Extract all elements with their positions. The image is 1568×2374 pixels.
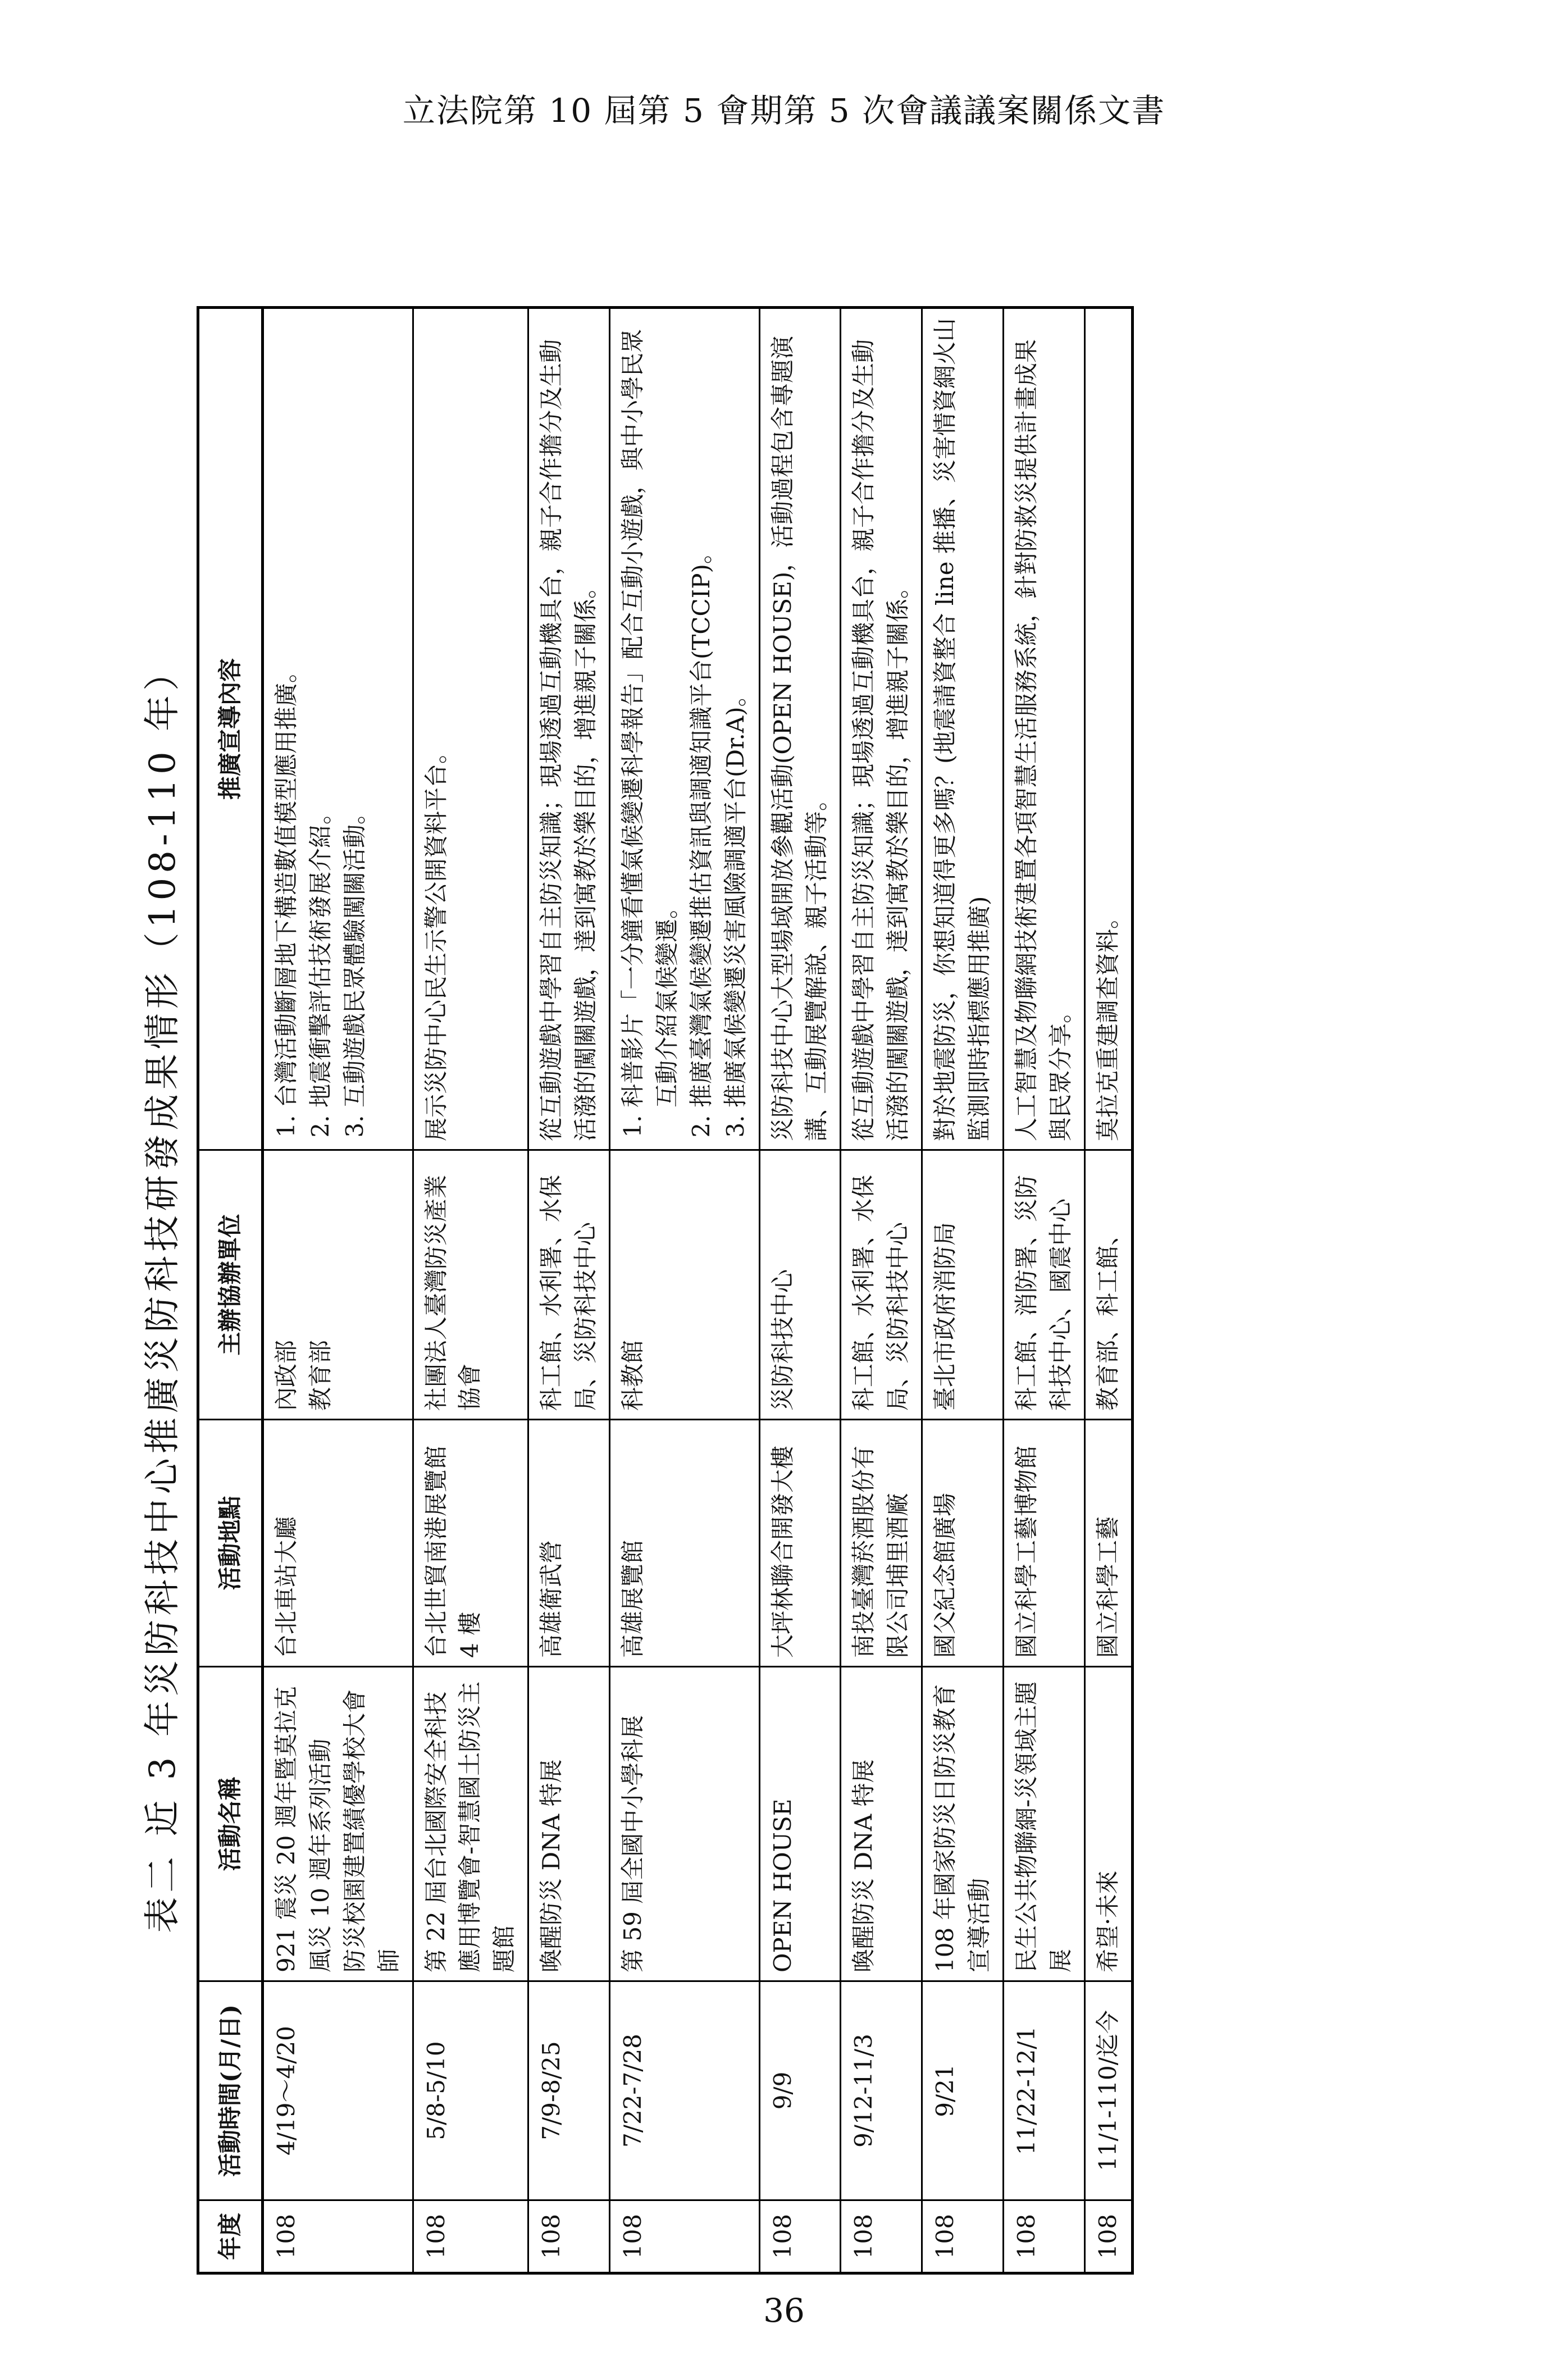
col-header-content: 推廣宣導內容 — [198, 308, 263, 1150]
cell-org — [1003, 1150, 1084, 1420]
cell-date — [1003, 1981, 1084, 2200]
cell-date — [922, 1981, 1004, 2200]
cell-name-text: OPEN HOUSE — [768, 1798, 796, 1972]
cell-name-text: 喚醒防災 DNA 特展 — [850, 1759, 878, 1972]
content-item: 3. 推廣氣候變遷災害風險調適平台(Dr.A)。 — [719, 317, 753, 1108]
content-list — [616, 317, 753, 1141]
col-header-name: 活動名稱 — [198, 1667, 263, 1981]
cell-date-text: 11/1-110/迄今 — [1093, 2010, 1122, 2171]
cell-content — [1084, 308, 1132, 1150]
cell-name-text: 921 震災 20 週年暨莫拉克風災 10 週年系列活動 防災校園建置績優學校大會師 — [272, 1686, 403, 1972]
cell-place-text: 南投臺灣菸酒股份有限公司埔里酒廠 — [850, 1445, 912, 1658]
cell-year — [413, 2200, 528, 2273]
cell-date — [610, 1981, 760, 2200]
cell-year-text: 108 — [850, 2213, 878, 2259]
cell-place-text: 台北世貿南港展覽館 4 樓 — [422, 1445, 484, 1658]
cell-place-text: 高雄展覽館 — [619, 1539, 647, 1658]
cell-name — [263, 1667, 413, 1981]
cell-date-text: 4/19～4/20 — [272, 2026, 300, 2156]
content-item: 人工智慧及物聯網技術建置各項智慧生活服務系統，針對防救災提供計畫成果與民眾分享。 — [1012, 339, 1074, 1141]
cell-year-text: 108 — [422, 2213, 450, 2259]
cell-org — [528, 1150, 610, 1420]
cell-place-text: 高雄衛武營 — [537, 1539, 566, 1658]
cell-date — [263, 1981, 413, 2200]
cell-year-text: 108 — [931, 2213, 959, 2259]
cell-content — [1003, 308, 1084, 1150]
cell-date — [1084, 1981, 1132, 2200]
content-list — [420, 317, 454, 1141]
cell-org — [413, 1150, 528, 1420]
content-list — [847, 317, 915, 1141]
content-list — [535, 317, 603, 1141]
content-list — [1010, 317, 1078, 1141]
cell-org-text: 教育部、科工館、 — [1093, 1222, 1122, 1411]
cell-year-text: 108 — [768, 2213, 796, 2259]
content-list — [766, 317, 835, 1141]
table-row — [1003, 308, 1084, 2273]
activities-table — [197, 306, 1134, 2275]
cell-content — [841, 308, 922, 1150]
cell-year — [922, 2200, 1004, 2273]
cell-place-text: 國父紀念館廣場 — [931, 1492, 959, 1658]
cell-date — [759, 1981, 841, 2200]
cell-place-text: 國立科學工藝博物館 — [1012, 1445, 1040, 1658]
document-header: 立法院第 10 屆第 5 會期第 5 次會議議案關係文書 — [402, 92, 1166, 130]
cell-year-text: 108 — [1093, 2213, 1122, 2259]
table-row — [759, 308, 841, 2273]
col-header-org: 主辦協辦單位 — [198, 1150, 263, 1420]
page-number: 36 — [763, 2291, 805, 2330]
cell-place — [528, 1420, 610, 1667]
cell-date — [528, 1981, 610, 2200]
col-header-place: 活動地點 — [198, 1420, 263, 1667]
cell-place — [759, 1420, 841, 1667]
cell-org — [263, 1150, 413, 1420]
content-item: 對於地震防災，你想知道得更多嗎？(地震請資整合 line 推播、災害情資網火山監測即時指標應用推廣) — [931, 318, 993, 1141]
cell-name — [922, 1667, 1004, 1981]
cell-year — [759, 2200, 841, 2273]
cell-name-text: 喚醒防災 DNA 特展 — [537, 1759, 566, 1972]
cell-content — [922, 308, 1004, 1150]
cell-content — [610, 308, 760, 1150]
cell-org-text: 科工館、水利署、水保局、災防科技中心 — [850, 1174, 912, 1411]
cell-place-text: 台北車站大廳 — [272, 1516, 300, 1658]
cell-name-text: 第 59 屆全國中小學科展 — [619, 1715, 647, 1972]
content-list — [270, 317, 372, 1141]
cell-year — [263, 2200, 413, 2273]
content-item: 從互動遊戲中學習自主防災知識；現場透過互動機具台，親子合作擔分及生動活潑的闖關遊戲，達到寓教於樂目的，增進親子關係。 — [537, 339, 600, 1141]
col-header-date: 活動時間(月/日) — [198, 1981, 263, 2200]
cell-place — [922, 1420, 1004, 1667]
table-row — [528, 308, 610, 2273]
cell-place-text: 國立科學工藝 — [1093, 1516, 1122, 1658]
cell-date-text: 9/9 — [768, 2071, 796, 2110]
content-list — [928, 317, 997, 1141]
cell-date-text: 11/22-12/1 — [1012, 2026, 1040, 2156]
cell-name-text: 108 年國家防災日防災教育宣導活動 — [931, 1684, 993, 1972]
cell-name — [413, 1667, 528, 1981]
cell-place — [610, 1420, 760, 1667]
cell-year-text: 108 — [272, 2213, 300, 2259]
table-header-row — [198, 308, 263, 2273]
cell-org-text: 災防科技中心 — [768, 1269, 796, 1411]
cell-name — [1084, 1667, 1132, 1981]
cell-year-text: 108 — [537, 2213, 566, 2259]
cell-org-text: 內政部 教育部 — [272, 1339, 334, 1411]
cell-org-text: 社團法人臺灣防災產業協會 — [422, 1174, 484, 1411]
cell-year — [1003, 2200, 1084, 2273]
cell-place — [1084, 1420, 1132, 1667]
cell-year — [610, 2200, 760, 2273]
cell-name — [610, 1667, 760, 1981]
cell-org — [759, 1150, 841, 1420]
col-header-year: 年度 — [198, 2200, 263, 2273]
cell-org — [610, 1150, 760, 1420]
cell-year — [1084, 2200, 1132, 2273]
content-item: 2. 推廣臺灣氣候變遷推估資訊與調適知識平台(TCCIP)。 — [685, 317, 719, 1108]
cell-date — [841, 1981, 922, 2200]
content-item: 莫拉克重建調查資料。 — [1093, 905, 1122, 1141]
table-row — [841, 308, 922, 2273]
cell-year-text: 108 — [619, 2213, 647, 2259]
table-row — [610, 308, 760, 2273]
content-item: 展示災防中心民生示警公開資料平台。 — [422, 740, 450, 1141]
table-row — [413, 308, 528, 2273]
cell-name-text: 希望·未來 — [1093, 1870, 1122, 1972]
cell-place — [413, 1420, 528, 1667]
cell-org — [1084, 1150, 1132, 1420]
table-row — [922, 308, 1004, 2273]
cell-date — [413, 1981, 528, 2200]
cell-content — [263, 308, 413, 1150]
cell-year-text: 108 — [1012, 2213, 1040, 2259]
cell-place-text: 大坪林聯合開發大樓 — [768, 1445, 796, 1658]
cell-name — [759, 1667, 841, 1981]
content-item: 1. 台灣活動斷層地下構造數值模型應用推廣。 — [270, 317, 304, 1108]
cell-name — [841, 1667, 922, 1981]
cell-name-text: 民生公共物聯網-災領域主題展 — [1012, 1681, 1074, 1972]
cell-name-text: 第 22 屆台北國際安全科技應用博覽會-智慧國土防災主題館 — [422, 1681, 518, 1972]
content-item: 從互動遊戲中學習自主防災知識；現場透過互動機具台，親子合作擔分及生動活潑的闖關遊戲，達到寓教於樂目的，增進親子關係。 — [850, 339, 912, 1141]
cell-place — [1003, 1420, 1084, 1667]
cell-year — [841, 2200, 922, 2273]
rotated-table-area — [129, 309, 1449, 2275]
table-row — [263, 308, 413, 2273]
cell-org — [841, 1150, 922, 1420]
content-item: 1. 科普影片「一分鐘看懂氣候變遷科學報告」配合互動小遊戲，與中小學民眾互動介紹氣候變遷。 — [616, 317, 685, 1108]
table-title: 表二 近 3 年災防科技中心推廣災防科技研發成果情形（108-110 年） — [142, 650, 184, 1934]
cell-org-text: 科工館、消防署、災防科技中心、國震中心 — [1012, 1174, 1074, 1411]
content-item: 災防科技中心大型場域開放參觀活動(OPEN HOUSE)，活動過程包含專題演講、互動展覽解說、親子活動等。 — [768, 335, 831, 1141]
cell-name — [1003, 1667, 1084, 1981]
table-row — [1084, 308, 1132, 2273]
content-item: 2. 地震衝擊評估技術發展介紹。 — [304, 317, 338, 1108]
cell-name — [528, 1667, 610, 1981]
table-body — [263, 308, 1133, 2273]
cell-org-text: 科教館 — [619, 1339, 647, 1411]
cell-date-text: 5/8-5/10 — [422, 2041, 450, 2140]
cell-place — [841, 1420, 922, 1667]
cell-year — [528, 2200, 610, 2273]
cell-content — [759, 308, 841, 1150]
cell-org — [922, 1150, 1004, 1420]
cell-content — [413, 308, 528, 1150]
cell-content — [528, 308, 610, 1150]
cell-date-text: 9/21 — [931, 2064, 959, 2117]
cell-place — [263, 1420, 413, 1667]
cell-org-text: 科工館、水利署、水保局、災防科技中心 — [537, 1174, 600, 1411]
content-item: 3. 互動遊戲民眾體驗闖關活動。 — [338, 317, 372, 1108]
cell-date-text: 9/12-11/3 — [850, 2034, 878, 2148]
cell-date-text: 7/9-8/25 — [537, 2041, 566, 2140]
cell-date-text: 7/22-7/28 — [619, 2034, 647, 2148]
content-list — [1091, 317, 1125, 1141]
cell-org-text: 臺北市政府消防局 — [931, 1222, 959, 1411]
